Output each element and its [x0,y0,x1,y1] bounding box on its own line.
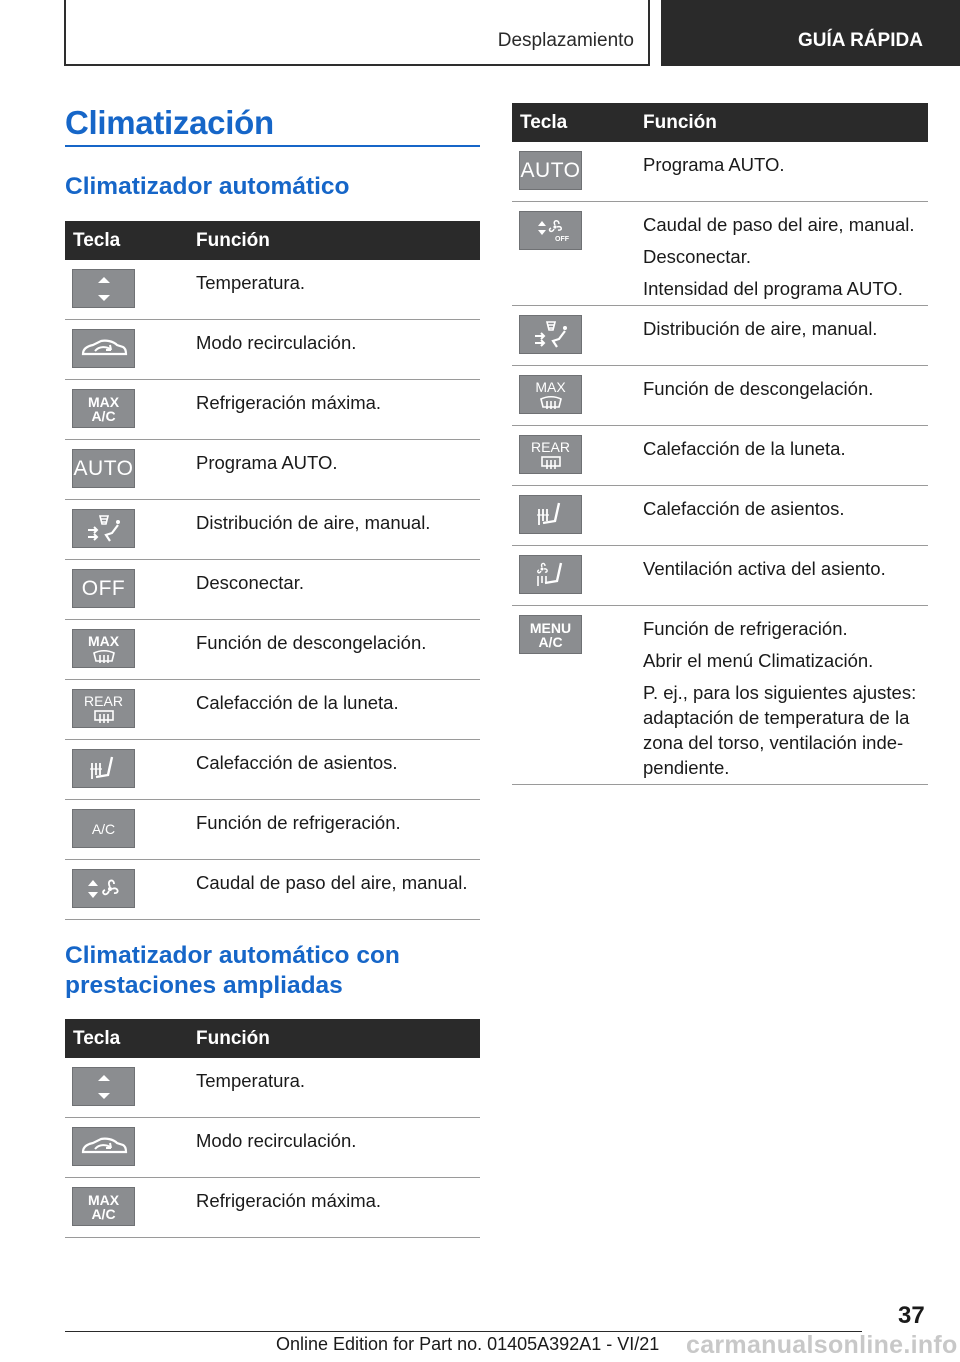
row-text: Caudal de paso del aire, manual. [196,872,468,893]
row-line: Programa AUTO. [643,154,785,175]
row-text: Distribución de aire, manual. [196,512,431,533]
row-text: Temperatura. [196,272,305,293]
rear-defrost-icon [519,435,582,474]
air-distribution-icon [72,509,135,548]
row-text [643,616,926,780]
fan-off-icon [519,211,582,250]
col-key-header: Tecla [73,1028,121,1049]
table-row [512,606,928,785]
temperature-arrows-icon [72,1067,135,1106]
climate-table-2 [65,1019,480,1238]
table-row [65,860,480,920]
row-text: Modo recirculación. [196,1130,357,1151]
key-label: A/C [91,407,116,424]
row-text: Refrigeración máxima. [196,1190,382,1211]
row-text [643,556,886,588]
section-tab [64,0,650,66]
table-row [65,1058,480,1118]
section1-heading: Climatizador automático [65,173,350,200]
table-row [65,500,480,560]
table-row [512,546,928,606]
row-text [643,212,915,308]
table-row [65,320,480,380]
row-line: Distribución de aire, manual. [643,318,878,339]
table-row [65,440,480,500]
title-rule [65,145,480,147]
row-text: Calefacción de la luneta. [196,692,399,713]
section2-heading-line: prestaciones ampliadas [65,972,343,999]
watermark: carmanualsonline.info [686,1331,958,1359]
key-label: MAX [87,632,120,649]
row-text: Desconectar. [196,572,304,593]
col-key-header: Tecla [520,112,568,133]
max-defrost-icon [519,375,582,414]
menu-ac-icon [519,615,582,654]
row-line: Ventilación activa del asiento. [643,558,886,579]
table-row [65,560,480,620]
key-label: MAX [87,1191,120,1208]
section-tab-label: Desplazamiento [497,30,634,51]
table-row [65,1118,480,1178]
climate-table-1 [65,221,480,920]
ac-key: A/C [72,809,135,848]
key-label: MAX [535,378,566,395]
table-row [512,202,928,306]
air-distribution-icon [519,315,582,354]
table-row [512,142,928,202]
key-label: MENU [529,619,572,636]
table-row [65,1178,480,1238]
key-label: OFF [555,235,569,243]
col-key-header: Tecla [73,230,121,251]
max-defrost-icon [72,629,135,668]
col-function-header: Función [643,112,717,133]
row-text: Modo recirculación. [196,332,357,353]
row-line: Abrir el menú Climatización. [643,650,874,671]
col-function-header: Función [196,230,270,251]
row-text [643,376,873,408]
table-row [65,740,480,800]
row-line: P. ej., para los siguientes ajustes: adaptación de temperatura de la zona del torso, ventilación inde- pendiente. [643,682,917,778]
row-text [643,496,845,528]
row-text: Calefacción de asientos. [196,752,398,773]
off-key: OFF [72,569,135,608]
row-line: Calefacción de asientos. [643,498,845,519]
table-row [512,366,928,426]
row-line: Calefacción de la luneta. [643,438,846,459]
table-row [65,380,480,440]
key-label: A/C [91,1205,116,1222]
chapter-tab-label: GUÍA RÁPIDA [798,30,923,51]
max-ac-icon [72,1187,135,1226]
table-row [65,620,480,680]
seat-heating-icon [72,749,135,788]
table-header [65,221,480,260]
key-label: REAR [84,692,123,709]
seat-ventilation-icon [519,555,582,594]
auto-key: AUTO [519,151,582,190]
key-label: MAX [87,393,120,410]
row-line: Caudal de paso del aire, manual. [643,214,915,235]
max-ac-icon [72,389,135,428]
row-text: Función de refrigeración. [196,812,401,833]
row-text [643,152,785,184]
table-row [65,260,480,320]
row-line: Intensidad del programa AUTO. [643,278,903,299]
row-line: Desconectar. [643,246,751,267]
page-title: Climatización [65,104,274,141]
table-row [65,800,480,860]
section2-heading [65,941,400,1001]
temperature-arrows-icon [72,269,135,308]
row-text: Programa AUTO. [196,452,338,473]
edition-note: Online Edition for Part no. 01405A392A1 - VI/21 [276,1334,660,1354]
table-header [512,103,928,142]
auto-key: AUTO [72,449,135,488]
rear-defrost-icon [72,689,135,728]
table-header [65,1019,480,1058]
page-number: 37 [898,1302,925,1329]
row-text [643,436,846,468]
key-label: REAR [531,438,570,455]
row-text: Función de descongelación. [196,632,427,653]
section2-heading-line: Climatizador automático con [65,942,400,969]
row-text: Refrigeración máxima. [196,392,382,413]
row-line: Función de refrigeración. [643,618,848,639]
climate-table-3 [512,103,928,785]
table-row [512,486,928,546]
key-label: A/C [538,633,563,650]
recirculation-icon [72,329,135,368]
col-function-header: Función [196,1028,270,1049]
fan-speed-icon [72,869,135,908]
row-text: Temperatura. [196,1070,305,1091]
table-row [512,426,928,486]
row-line: Función de descongelación. [643,378,874,399]
row-text [643,316,877,348]
seat-heating-icon [519,495,582,534]
chapter-tab [661,0,960,66]
table-row [65,680,480,740]
recirculation-icon [72,1127,135,1166]
table-row [512,306,928,366]
